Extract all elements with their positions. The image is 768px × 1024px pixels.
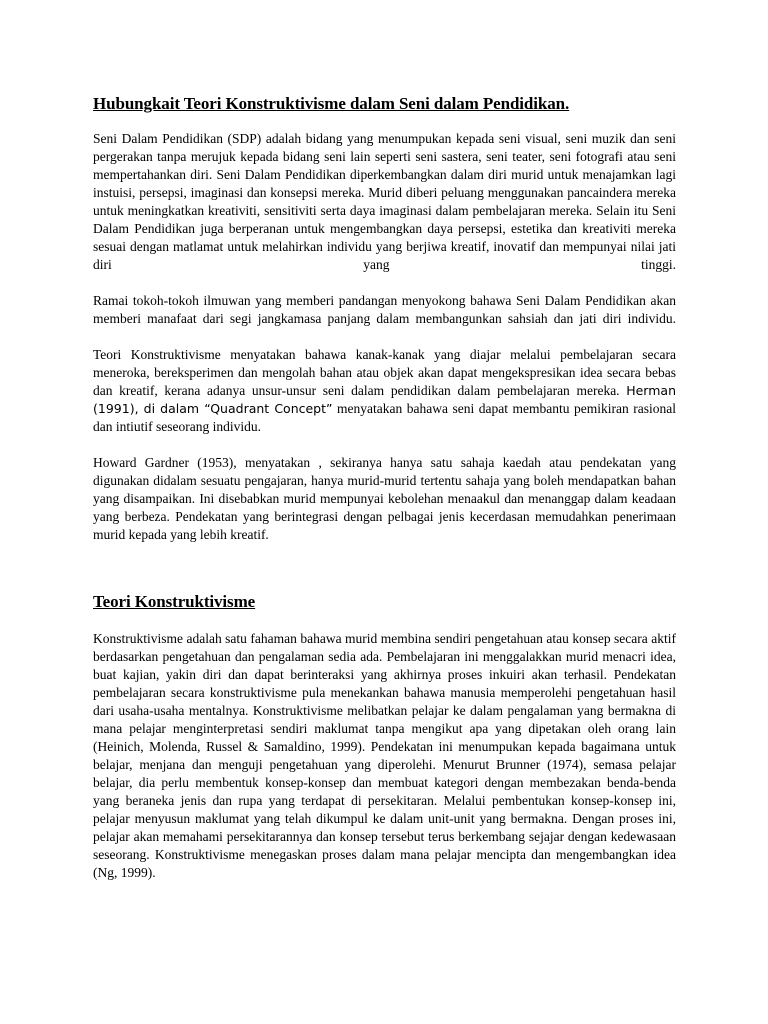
paragraph-tokoh-ilmuwan: Ramai tokoh-tokoh ilmuwan yang memberi pandangan menyokong bahawa Seni Dalam Pendidikan akan memberi manafaat dari segi jangkamasa panjang dalam membangunkan sahsiah dan jati diri individu. bbox=[93, 293, 676, 326]
paragraph-text-part-c: menyatakan bahawa seni dapat membantu pemikiran rasional dan intiutif seseorang individu. bbox=[93, 401, 676, 434]
paragraph-teori-konstruktivisme-kanak-kanak bbox=[93, 346, 676, 436]
paragraph-text-part-a: Teori Konstruktivisme menyatakan bahawa kanak-kanak yang diajar melalui pembelajaran secara meneroka, bereksperimen dan mengolah bahan atau objek akan dapat mengekspresikan idea secara bebas dan kreatif, kerana adanya unsur-unsur seni dalam pendidikan dalam pembelajaran mereka. bbox=[93, 347, 676, 398]
section-heading-hubungkait: Hubungkait Teori Konstruktivisme dalam Seni dalam Pendidikan. bbox=[93, 94, 570, 113]
paragraph-seni-dalam-pendidikan: Seni Dalam Pendidikan (SDP) adalah bidang yang menumpukan kepada seni visual, seni muzik dan seni pergerakan tanpa merujuk kepada bidang seni lain seperti seni sastera, seni teater, seni fotografi atau seni mempertahankan diri. Seni Dalam Pendidikan diperkembangkan dalam diri murid untuk menajamkan lagi instuisi, persepsi, imaginasi dan konsepsi mereka. Murid diberi peluang menggunakan pancaindera mereka untuk meningkatkan kreativiti, sensitiviti serta daya imaginasi dalam pembelajaran mereka. Selain itu Seni Dalam Pendidikan juga berperanan untuk mengembangkan daya persepsi, estetika dan kreativiti mereka sesuai dengan matlamat untuk melahirkan individu yang berjiwa kreatif, inovatif dan mempunyai nilai jati diri yang tinggi. bbox=[93, 131, 676, 272]
document-page bbox=[93, 93, 676, 882]
paragraph-konstruktivisme-definition: Konstruktivisme adalah satu fahaman bahawa murid membina sendiri pengetahuan atau konsep secara aktif berdasarkan pengetahuan dan pengalaman sedia ada. Pembelajaran ini menggalakkan murid menacri idea, buat kajian, yakin diri dan dapat berinteraksi yang akhirnya proses inkuiri akan terhasil. Pendekatan pembelajaran secara konstruktivisme pula menekankan bahawa manusia memperolehi pengetahuan hasil dari usaha-usaha mentalnya. Konstruktivisme melibatkan pelajar ke dalam pengalaman yang bermakna di mana pelajar menginterpretasi sendiri maklumat tanpa mengikut apa yang dipetakan oleh orang lain (Heinich, Molenda, Russel & Samaldino, 1999). Pendekatan ini menumpukan kepada bagaimana untuk belajar, menjana dan menguji pengetahuan yang diperolehi. Menurut Brunner (1974), semasa pelajar belajar, dia perlu membentuk konsep-konsep dan membuat kategori dengan membezakan benda-benda yang beraneka jenis dan rupa yang terdapat di persekitaran. Melalui pembentukan konsep-konsep ini, pelajar menyusun maklumat yang telah dikumpul ke dalam unit-unit yang bermakna. Dengan proses ini, pelajar akan memahami persekitarannya dan konsep tersebut terus berkembang sejajar dengan kedewasaan seseorang. Konstruktivisme menegaskan proses dalam mana pelajar mencipta dan mengembangkan idea (Ng, 1999). bbox=[93, 631, 676, 880]
paragraph-text-part-b-citation: Herman (1991), di dalam “Quadrant Concept” bbox=[93, 383, 676, 416]
paragraph-howard-gardner: Howard Gardner (1953), menyatakan , sekiranya hanya satu sahaja kaedah atau pendekatan yang digunakan didalam sesuatu pengajaran, hanya murid-murid tertentu sahaja yang boleh mendapatkan bahan yang disampaikan. Ini disebabkan murid mempunyai kebolehan menaakul dan menanggap dalam keadaan yang berbeza. Pendekatan yang berintegrasi dengan pelbagai jenis kecerdasan memudahkan penerimaan murid kepada yang lebih kreatif. bbox=[93, 455, 676, 542]
section-heading-teori-konstruktivisme: Teori Konstruktivisme bbox=[93, 592, 256, 611]
